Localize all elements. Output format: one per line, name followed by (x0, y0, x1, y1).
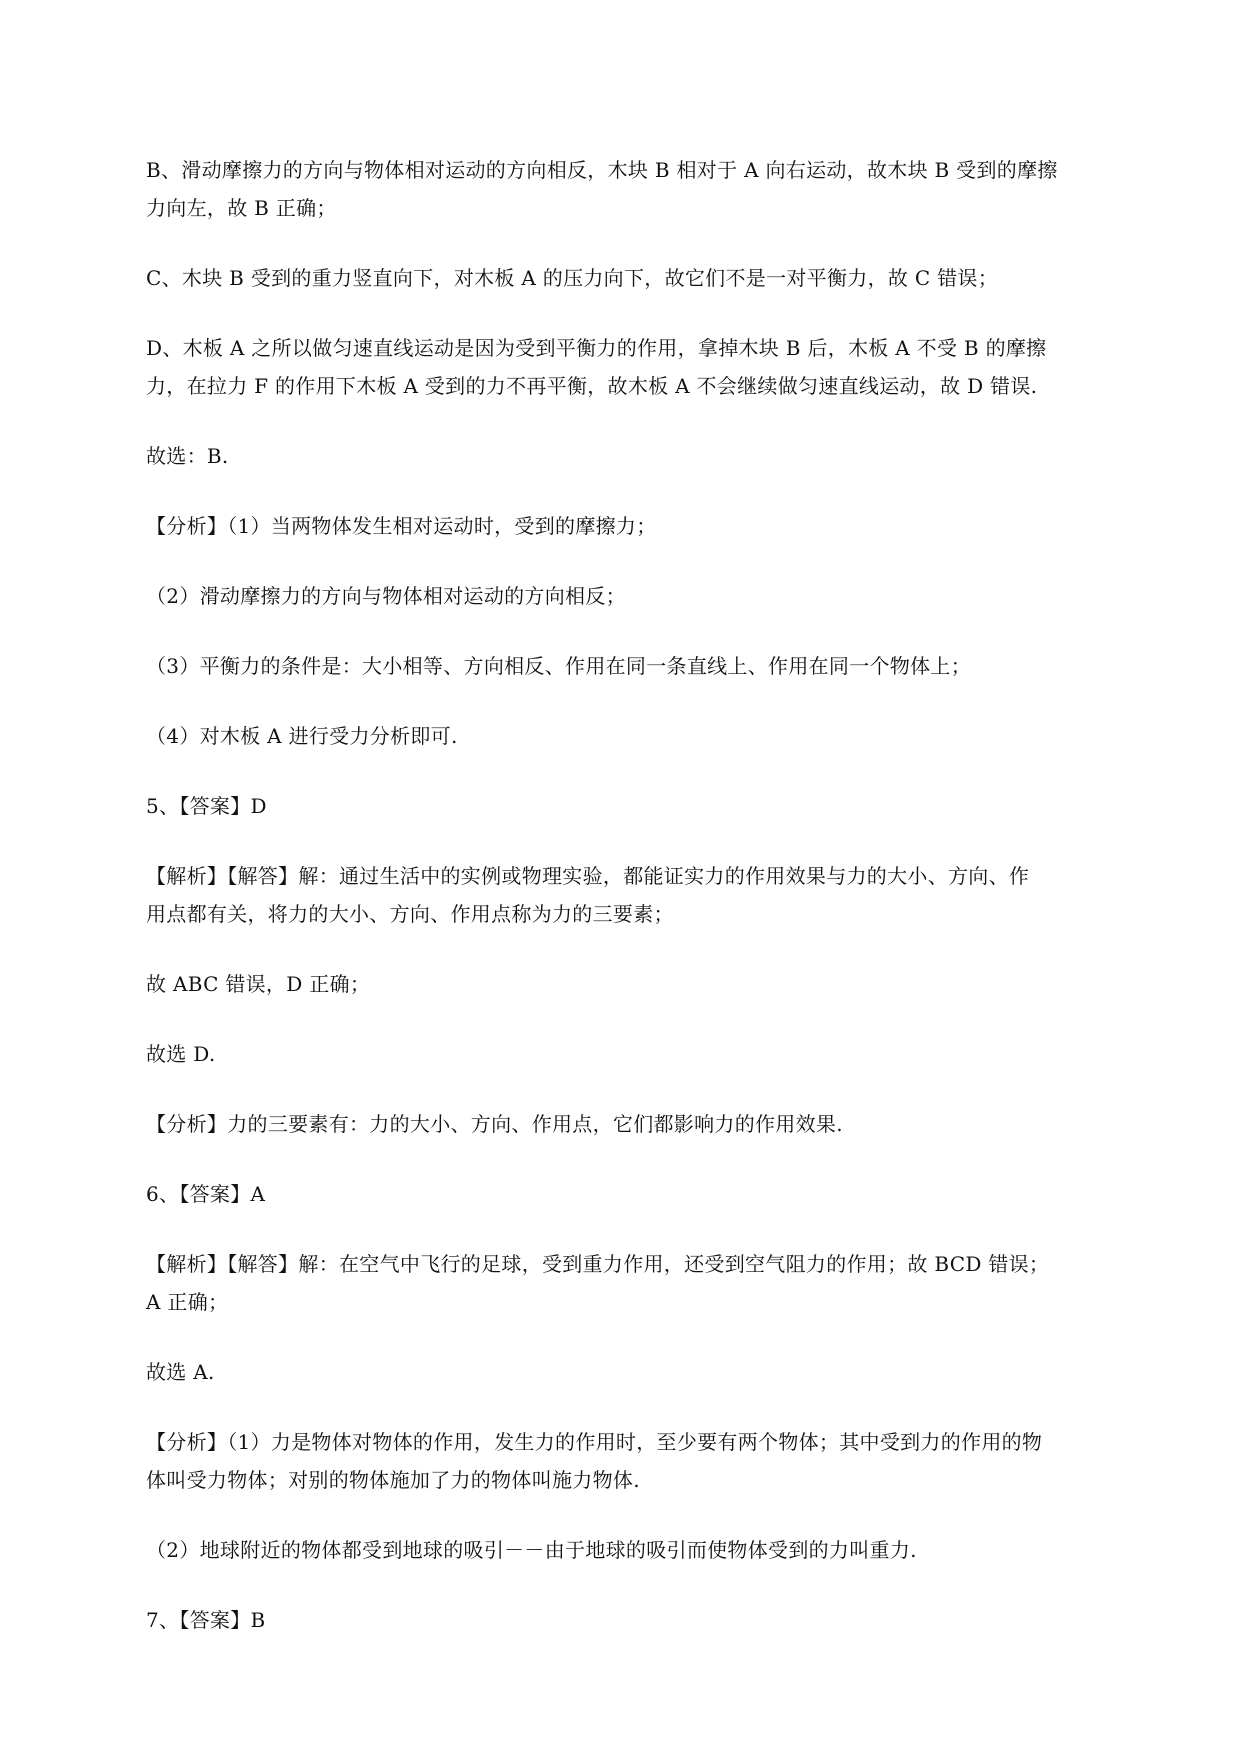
text-line: 故 ABC 错误，D 正确； (146, 972, 371, 996)
text-line: 7、【答案】B (146, 1608, 266, 1632)
text-line: C、木块 B 受到的重力竖直向下，对木板 A 的压力向下，故它们不是一对平衡力，故 C 错误； (146, 266, 998, 290)
text-line: 【分析】（1）力是物体对物体的作用，发生力的作用时，至少要有两个物体；其中受到力的作用的物 (146, 1430, 1043, 1454)
text-line: 5、【答案】D (146, 794, 267, 818)
text-line: 故选：B. (146, 444, 229, 468)
text-line: 力，在拉力 F 的作用下木板 A 受到的力不再平衡，故木板 A 不会继续做匀速直线运动，故 D 错误. (146, 374, 1038, 398)
text-line: （2）地球附近的物体都受到地球的吸引－－由于地球的吸引而使物体受到的力叫重力. (146, 1538, 917, 1562)
text-line: 6、【答案】A (146, 1182, 266, 1206)
text-line: 力向左，故 B 正确； (146, 196, 337, 220)
text-line: （3）平衡力的条件是：大小相等、方向相反、作用在同一条直线上、作用在同一个物体上； (146, 654, 972, 678)
text-line: D、木板 A 之所以做匀速直线运动是因为受到平衡力的作用，拿掉木块 B 后，木板 A 不受 B 的摩擦 (146, 336, 1047, 360)
text-line: 用点都有关，将力的大小、方向、作用点称为力的三要素； (146, 902, 674, 926)
text-line: A 正确； (146, 1290, 229, 1314)
text-line: 【分析】力的三要素有：力的大小、方向、作用点，它们都影响力的作用效果. (146, 1112, 843, 1136)
text-line: 【解析】【解答】解：在空气中飞行的足球，受到重力作用，还受到空气阻力的作用；故 BCD 错误； (146, 1252, 1050, 1276)
text-line: 故选 D. (146, 1042, 216, 1066)
text-line: B、滑动摩擦力的方向与物体相对运动的方向相反，木块 B 相对于 A 向右运动，故木块 B 受到的摩擦 (146, 158, 1058, 182)
text-line: 【分析】（1）当两物体发生相对运动时，受到的摩擦力； (146, 514, 657, 538)
text-line: （4）对木板 A 进行受力分析即可. (146, 724, 458, 748)
text-line: 【解析】【解答】解：通过生活中的实例或物理实验，都能证实力的作用效果与力的大小、方向、作 (146, 864, 1030, 888)
text-line: 体叫受力物体；对别的物体施加了力的物体叫施力物体. (146, 1468, 640, 1492)
text-line: 故选 A. (146, 1360, 215, 1384)
text-line: （2）滑动摩擦力的方向与物体相对运动的方向相反； (146, 584, 626, 608)
